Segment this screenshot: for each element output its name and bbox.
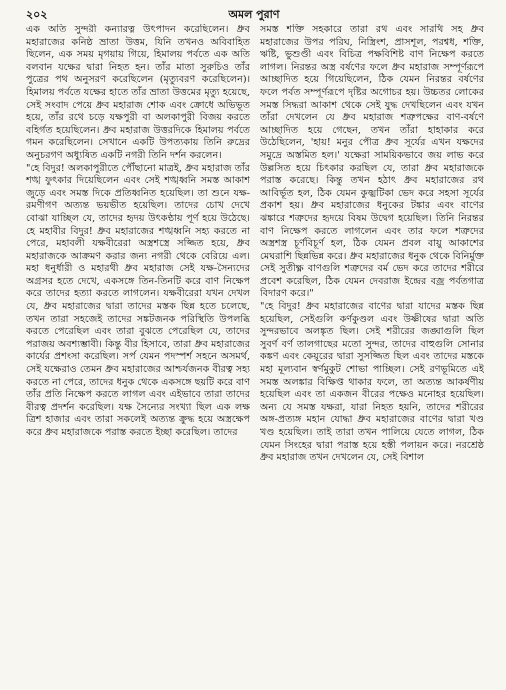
right-column [260, 24, 484, 682]
page-header [26, 6, 482, 22]
paragraph: "হে বিদুর! ধ্রুব মহারাজের বাণের দ্বারা যাদের মস্তক ছিন্ন হয়েছিল, সেইগুলি কর্ণকুণ্ডল এবং উষ্ণীষের দ্বারা অতি সুন্দরভাবে অলঙ্কৃত ছিল। সেই শরীরের জঙ্ঘাগুলি ছিল সুবর্ণ বর্ণ তালগাছের মতো সুন্দর, তাদের বাহুগুলি সোনার কঙ্কণ এবং কেয়ূরের দ্বারা সুসজ্জিত ছিল এবং তাদের মস্তকে মহা মূল্যবান স্বর্ণমুকুট শোভা পাচ্ছিল। সেই রণভূমিতে এই সমস্ত অলঙ্কার বিক্ষিপ্ত থাকার ফলে, তা অত্যন্ত আকর্ষণীয় হয়েছিল এবং তা একজন বীরের পক্ষেও মনোহর হয়েছিল। অন্য যে সমস্ত যক্ষরা, যারা নিহত হয়নি, তাদের শরীরের অঙ্গ-প্রত্যঙ্গ মহান যোদ্ধা ধ্রুব মহারাজের বাণের দ্বারা খণ্ড খণ্ড হয়েছিল। তাই তারা তখন পালিয়ে যেতে লাগল, ঠিক যেমন সিংহের দ্বারা পরাস্ত হয়ে হস্তী পলায়ন করে। নরশ্রেষ্ঠ ধ্রুব মহারাজ তখন দেখলেন যে, সেই বিশাল [260, 301, 484, 464]
text-columns [26, 24, 484, 682]
paragraph: সমস্ত শক্তি সহকারে তারা রথ এবং সারথি সহ ধ্রুব মহারাজের উপর পরিঘ, নিস্ত্রিংশ, প্রাসশূল, পরশ্বধ, শক্তি, ঋষ্টি, ভুশুণ্ডী এবং বিচিত্র পক্ষবিশিষ্ট বাণ নিক্ষেপ করতে লাগল। নিরন্তর অস্ত্র বর্ষণের ফলে ধ্রুব মহারাজ সম্পূর্ণরূপে আচ্ছাদিত হয়ে গিয়েছিলেন, ঠিক যেমন নিরন্তর বর্ষণের ফলে পর্বত সম্পূর্ণরূপে দৃষ্টির অগোচর হয়। উচ্চতর লোকের সমস্ত সিদ্ধরা আকাশ থেকে সেই যুদ্ধ দেখছিলেন এবং যখন তাঁরা দেখলেন যে ধ্রুব মহারাজ শত্রুপক্ষের বাণ-বর্ষণে আচ্ছাদিত হয়ে গেছেন, তখন তাঁরা হাহাকার করে উঠেছিলেন, 'হায়! মনুর পৌত্র ধ্রুব সূর্যের এখন যক্ষদের সমুদ্রে অস্তমিত হল।' যক্ষেরা সাময়িকভাবে জয় লাভ করে উল্লসিত হয়ে চিৎকার করছিল যে, তারা ধ্রুব মহারাজকে পরাস্ত করেছে। কিন্তু তখন হঠাৎ ধ্রুব মহারাজের রথ আবির্ভূত হল, ঠিক যেমন কুজ্ঝটিকা ভেদ করে সহসা সূর্যের প্রকাশ হয়। ধ্রুব মহারাজের ধনুকের টঙ্কার এবং বাণের ঝঙ্কারে শত্রুদের হৃদয়ে বিষম উদ্বেগ হয়েছিল। তিনি নিরন্তর বাণ নিক্ষেপ করতে লাগলেন এবং তার ফলে শত্রুদের অস্ত্রশস্ত্র চূর্ণবিচূর্ণ হল, ঠিক যেমন প্রবল বায়ু আকাশের মেঘরাশি ছিন্নভিন্ন করে। ধ্রুব মহারাজের ধনুক থেকে বিনির্মুক্ত সেই সুতীক্ষ্ণ বাণগুলি শত্রুদের বর্ম ভেদ করে তাদের শরীরে প্রবেশ করেছিল, ঠিক যেমন দেবরাজ ইন্দ্রের বজ্র পর্বতগাত্র বিদারণ করে।" [260, 24, 484, 300]
paragraph: "হে বিদুর! অলকাপুরীতে পৌঁছানো মাত্রই, ধ্রুব মহারাজ তাঁর শঙ্খ ফুৎকার দিয়েছিলেন এবং সেই শঙ্খধ্বনি সমস্ত আকাশ জুড়ে এবং সমস্ত দিকে প্রতিধ্বনিত হয়েছিল। তা শুনে যক্ষ-রমণীগণ অত্যন্ত ভয়ভীত হয়েছিল। তাদের চোখ দেখে বোঝা যাচ্ছিল যে, তাদের হৃদয় উৎকণ্ঠায় পূর্ণ হয়ে উঠেছে। হে মহাবীর বিদুর! ধ্রুব মহারাজের শঙ্খধ্বনি সহ্য করতে না পেরে, মহাবলী যক্ষবীরেরা অস্ত্রশস্ত্রে সজ্জিত হয়ে, ধ্রুব মহারাজকে আক্রমণ করার জন্য নগরী থেকে বেরিয়ে এল। মহা ধনুর্ধারী ও মহারথী ধ্রুব মহারাজ সেই যক্ষ-সৈন্যদের অগ্রসর হতে দেখে, একসঙ্গে তিন-তিনটি করে বাণ নিক্ষেপ করে তাদের হত্যা করতে লাগলেন। যক্ষবীরেরা যখন দেখল যে, ধ্রুব মহারাজের দ্বারা তাদের মস্তক ছিন্ন হতে চলেছে, তখন তারা সহজেই তাদের সঙ্কটজনক পরিস্থিতি উপলব্ধি করতে পেরেছিল এবং তারা বুঝতে পেরেছিল যে, তাদের পরাজয় অবশ্যম্ভাবী। কিন্তু বীর হিসাবে, তারা ধ্রুব মহারাজের কার্যের প্রশংসা করেছিল। সর্প যেমন পদস্পর্শ সহনে অসমর্থ, সেই যক্ষেরাও তেমন ধ্রুব মহারাজের আশ্চর্যজনক বীরত্ব সহ্য করতে না পেরে, তাদের ধনুক থেকে একসঙ্গে ছয়টি করে বাণ তাঁর প্রতি নিক্ষেপ করতে লাগল এবং এইভাবে তারা তাদের বীরত্ব প্রদর্শন করেছিল। যক্ষ সৈন্যের সংখ্যা ছিল এক লক্ষ ত্রিশ হাজার এবং তারা সকলেই অত্যন্ত ক্রুদ্ধ হয়ে অস্ত্রক্ষেপ করে ধ্রুব মহারাজকে পরাস্ত করতে ইচ্ছা করেছিল। তাদের [26, 162, 250, 438]
paragraph: এক অতি সুন্দরী কন্যারত্ন উৎপাদন করেছিলেন। ধ্রুব মহারাজের কনিষ্ঠ ভ্রাতা উত্তম, যিনি তখনও অবিবাহিত ছিলেন, এক সময় মৃগয়ায় গিয়ে, হিমালয় পর্বতে এক অতি বলবান যক্ষের দ্বারা নিহত হন। তাঁর মাতা সুরুচিও তাঁর পুত্রের পথ অনুসরণ করেছিলেন (মৃত্যুবরণ করেছিলেন)। হিমালয় পর্বতে যক্ষের হাতে তাঁর ভ্রাতা উত্তমের মৃত্যু হয়েছে, সেই সংবাদ পেয়ে ধ্রুব মহারাজ শোক এবং ক্রোধে অভিভূত হয়ে, তাঁর রথে চড়ে যক্ষপুরী বা অলকাপুরী বিজয় করতে বহির্গত হয়েছিলেন। ধ্রুব মহারাজ উত্তরদিকে হিমালয় পর্বতে গমন করেছিলেন। সেখানে একটি উপত্যকায় তিনি রুদ্রের অনুচরগণ অধ্যুষিত একটি নগরী তিনি দর্শন করলেন। [26, 24, 250, 161]
page-number: ২০২ [26, 8, 48, 21]
left-column [26, 24, 250, 682]
running-title: অমল পুরাণ [228, 8, 280, 21]
